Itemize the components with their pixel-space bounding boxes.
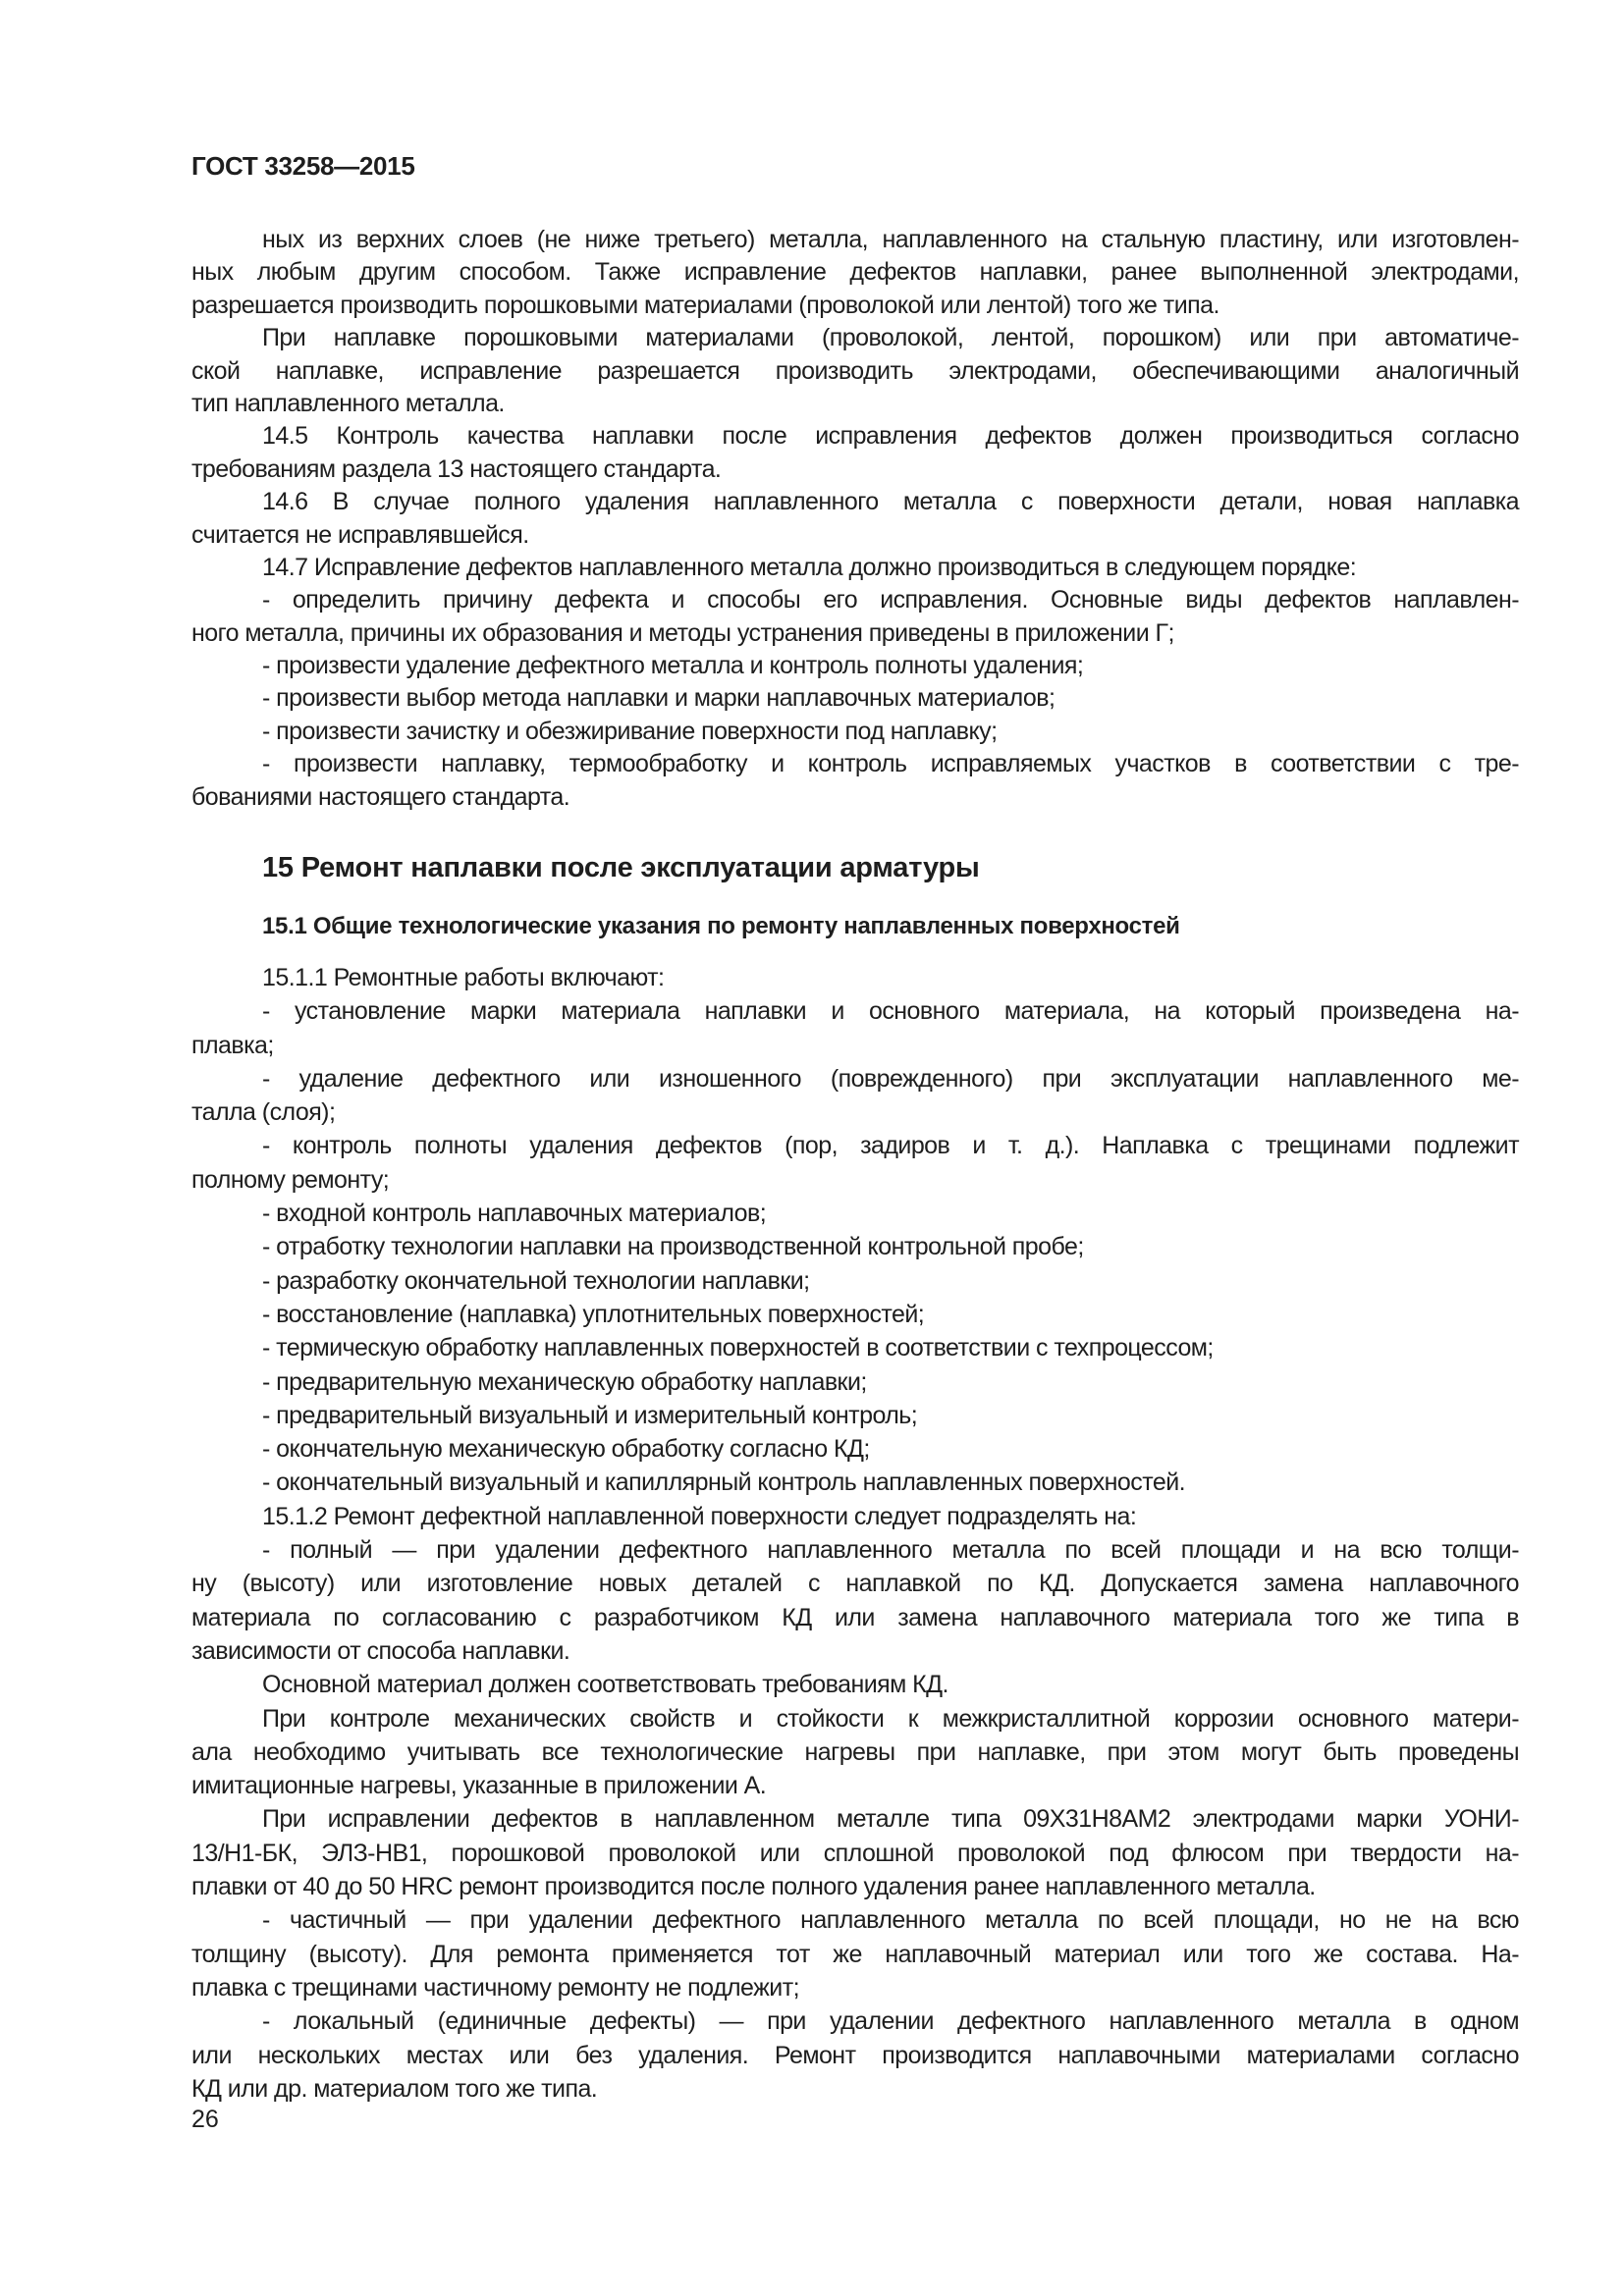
- page-number: 26: [191, 2106, 219, 2133]
- text-line: считается не исправлявшейся.: [191, 520, 529, 549]
- text-line: разрешается производить порошковыми материалами (проволокой или лентой) того же типа.: [191, 291, 1219, 319]
- paragraph: [191, 748, 1519, 814]
- text-line: - термическую обработку наплавленных поверхностей в соответствии с техпроцессом;: [262, 1334, 1214, 1362]
- text-line: - входной контроль наплавочных материалов;: [262, 1200, 767, 1228]
- text-line: 14.6 В случае полного удаления наплавленного металла с поверхности детали, новая наплавка: [262, 488, 1519, 516]
- paragraph: [191, 994, 1519, 1062]
- text-line: 14.7 Исправление дефектов наплавленного металла должно производиться в следующем порядке:: [262, 553, 1357, 581]
- document-header: ГОСТ 33258—2015: [191, 151, 415, 181]
- text-line: требованиям раздела 13 настоящего стандарта.: [191, 454, 722, 483]
- paragraph: [191, 1062, 1519, 1130]
- paragraph: [191, 1197, 1519, 1230]
- text-line: ного металла, причины их образования и методы устранения приведены в приложении Г;: [191, 618, 1174, 647]
- text-line: - предварительный визуальный и измерительный контроль;: [262, 1401, 918, 1429]
- text-line: бованиями настоящего стандарта.: [191, 782, 570, 811]
- text-line: - произвести удаление дефектного металла и контроль полноты удаления;: [262, 652, 1084, 680]
- text-line: - восстановление (наплавка) уплотнительных поверхностей;: [262, 1300, 925, 1328]
- text-line: - окончательный визуальный и капиллярный контроль наплавленных поверхностей.: [262, 1468, 1186, 1497]
- paragraph: [191, 322, 1519, 420]
- text-line: При контроле механических свойств и стойкости к межкристаллитной коррозии основного матери-: [262, 1704, 1519, 1733]
- text-line: - произвести зачистку и обезжиривание поверхности под наплавку;: [262, 717, 998, 745]
- text-line: - полный — при удалении дефектного наплавленного металла по всей площади и на всю толщи-: [262, 1536, 1519, 1565]
- section-heading: 15 Ремонт наплавки после эксплуатации арматуры: [262, 852, 980, 883]
- text-line: - разработку окончательной технологии наплавки;: [262, 1266, 810, 1295]
- text-line: - установление марки материала наплавки и основного материала, на который произведена на-: [262, 997, 1519, 1026]
- text-line: 14.5 Контроль качества наплавки после исправления дефектов должен производиться согласно: [262, 422, 1519, 451]
- text-line: - удаление дефектного или изношенного (поврежденного) при эксплуатации наплавленного ме-: [262, 1064, 1519, 1093]
- paragraph: [191, 682, 1519, 715]
- paragraph: [191, 1533, 1519, 1668]
- paragraph: [191, 1230, 1519, 1263]
- text-line: плавки от 40 до 50 HRC ремонт производится после полного удаления ранее наплавленного металла.: [191, 1873, 1316, 1901]
- text-line: - локальный (единичные дефекты) — при удалении дефектного наплавленного металла в одном: [262, 2007, 1519, 2036]
- text-line: Основной материал должен соответствовать требованиям КД.: [262, 1671, 948, 1699]
- text-line: тип наплавленного металла.: [191, 389, 505, 417]
- paragraph: [191, 1264, 1519, 1298]
- paragraph: [191, 1702, 1519, 1803]
- text-line: ных любым другим способом. Также исправление дефектов наплавки, ранее выполненной электродами,: [191, 258, 1519, 287]
- text-line: зависимости от способа наплавки.: [191, 1636, 570, 1665]
- paragraph: [191, 1331, 1519, 1364]
- text-line: - частичный — при удалении дефектного наплавленного металла по всей площади, но не на всю: [262, 1906, 1519, 1935]
- text-block-section-14: [191, 224, 1519, 814]
- paragraph: [191, 1903, 1519, 2004]
- text-line: или нескольких местах или без удаления. Ремонт производится наплавочными материалами согласно: [191, 2041, 1519, 2069]
- subsection-heading: 15.1 Общие технологические указания по ремонту наплавленных поверхностей: [262, 913, 1180, 939]
- paragraph: [191, 1129, 1519, 1197]
- text-line: ской наплавке, исправление разрешается производить электродами, обеспечивающими аналогичный: [191, 356, 1519, 385]
- paragraph: [191, 1668, 1519, 1701]
- paragraph: [191, 1365, 1519, 1399]
- text-block-section-15: [191, 961, 1519, 2106]
- text-line: полному ремонту;: [191, 1165, 390, 1194]
- text-line: КД или др. материалом того же типа.: [191, 2074, 598, 2103]
- text-line: - контроль полноты удаления дефектов (пор, задиров и т. д.). Наплавка с трещинами подлежит: [262, 1132, 1519, 1160]
- text-line: имитационные нагревы, указанные в приложении А.: [191, 1772, 767, 1800]
- paragraph: [191, 1466, 1519, 1499]
- paragraph: [191, 420, 1519, 486]
- paragraph: [191, 486, 1519, 552]
- text-line: ну (высоту) или изготовление новых деталей с наплавкой по КД. Допускается замена наплавочного: [191, 1570, 1519, 1598]
- paragraph: [191, 716, 1519, 748]
- text-line: толщину (высоту). Для ремонта применяется тот же наплавочный материал или того же состава. На-: [191, 1940, 1519, 1968]
- text-line: ала необходимо учитывать все технологические нагревы при наплавке, при этом могут быть проведены: [191, 1737, 1519, 1766]
- paragraph: [191, 1500, 1519, 1533]
- text-line: плавка с трещинами частичному ремонту не подлежит;: [191, 1973, 799, 2002]
- text-line: 15.1.2 Ремонт дефектной наплавленной поверхности следует подразделять на:: [262, 1502, 1137, 1530]
- text-line: 15.1.1 Ремонтные работы включают:: [262, 964, 665, 991]
- text-line: - определить причину дефекта и способы его исправления. Основные виды дефектов наплавлен-: [262, 586, 1519, 614]
- text-line: - произвести выбор метода наплавки и марки наплавочных материалов;: [262, 684, 1056, 713]
- text-line: материала по согласованию с разработчиком КД или замена наплавочного материала того же типа в: [191, 1603, 1519, 1631]
- text-line: При наплавке порошковыми материалами (проволокой, лентой, порошком) или при автоматиче-: [262, 324, 1519, 352]
- text-line: ных из верхних слоев (не ниже третьего) металла, наплавленного на стальную пластину, или изготовлен-: [262, 226, 1519, 253]
- text-line: При исправлении дефектов в наплавленном металле типа 09Х31Н8АМ2 электродами марки УОНИ-: [262, 1805, 1519, 1834]
- text-line: - произвести наплавку, термообработку и контроль исправляемых участков в соответствии с тре-: [262, 750, 1519, 778]
- text-line: плавка;: [191, 1031, 274, 1059]
- text-line: 13/Н1-БК, ЭЛЗ-НВ1, порошковой проволокой или сплошной проволокой под флюсом при твердости на-: [191, 1839, 1519, 1867]
- paragraph: [191, 1298, 1519, 1331]
- text-line: - окончательную механическую обработку согласно КД;: [262, 1435, 870, 1464]
- paragraph: [191, 961, 1519, 994]
- text-line: талла (слоя);: [191, 1098, 336, 1127]
- paragraph: [191, 584, 1519, 650]
- paragraph: [191, 1399, 1519, 1432]
- paragraph: [191, 1802, 1519, 1903]
- paragraph: [191, 2004, 1519, 2106]
- paragraph: [191, 1432, 1519, 1466]
- text-line: - отработку технологии наплавки на производственной контрольной пробе;: [262, 1233, 1084, 1261]
- text-line: - предварительную механическую обработку наплавки;: [262, 1367, 867, 1396]
- paragraph: [191, 224, 1519, 322]
- paragraph: [191, 552, 1519, 584]
- paragraph: [191, 650, 1519, 682]
